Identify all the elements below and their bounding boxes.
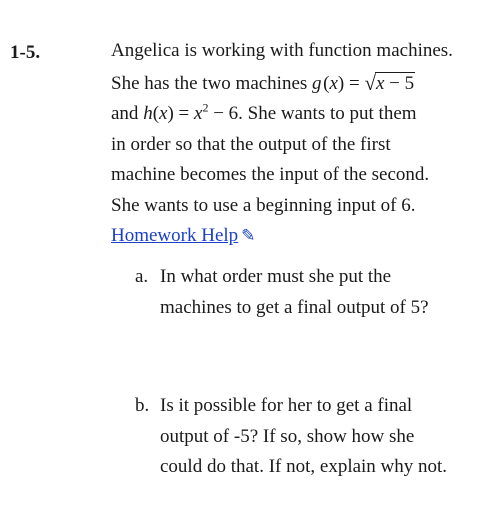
question-b bbox=[135, 391, 495, 486]
problem-line-3-rest: . She wants to put them bbox=[238, 103, 417, 124]
problem-line-3 bbox=[111, 99, 495, 130]
problem-line-5: machine becomes the input of the second. bbox=[111, 164, 430, 185]
question-a-text bbox=[160, 262, 490, 323]
h-name: h bbox=[143, 103, 153, 124]
problem-line-1: Angelica is working with function machines. bbox=[111, 40, 453, 61]
g-function-expression: g (x) = √x − 5 bbox=[312, 73, 415, 94]
question-b-line-1: Is it possible for her to get a final bbox=[160, 395, 413, 416]
question-b-text bbox=[160, 391, 490, 483]
start-input-value: 6 bbox=[401, 194, 411, 216]
radicand-var: x bbox=[375, 72, 385, 94]
homework-help-link[interactable]: Homework Help bbox=[111, 225, 239, 246]
homework-help-row bbox=[111, 221, 495, 252]
h-base: x bbox=[194, 103, 203, 124]
problem-statement bbox=[111, 36, 495, 252]
problem-number: 1-5. bbox=[10, 42, 41, 63]
h-function-expression: $h(x) = x^2 - 6$ bbox=[143, 100, 239, 124]
radicand-op: − bbox=[389, 72, 400, 94]
question-b-line-3: could do that. If not, explain why not. bbox=[160, 456, 448, 477]
h-const: 6 bbox=[228, 103, 239, 124]
h-exponent: 2 bbox=[202, 100, 209, 115]
problem-line-6 bbox=[111, 191, 495, 222]
problem-line-2 bbox=[111, 67, 495, 100]
problem-line-4: in order so that the output of the first bbox=[111, 133, 391, 155]
question-b-line-2: output of -5? If so, show how she bbox=[160, 425, 415, 447]
radical-sign-icon: √ bbox=[364, 70, 376, 95]
problem-line-3-text: and bbox=[111, 103, 139, 124]
h-var: x bbox=[159, 103, 168, 124]
question-a-line-2: machines to get a final output of 5? bbox=[160, 296, 429, 318]
h-op: − bbox=[213, 103, 224, 124]
problem-line-2-text: She has the two machines bbox=[111, 72, 308, 94]
square-root bbox=[364, 67, 415, 100]
question-a-line-1: In what order must she put the bbox=[160, 266, 392, 287]
question-b-letter: b. bbox=[135, 395, 150, 416]
problem-line-6-text: She wants to use a beginning input of bbox=[111, 194, 397, 216]
g-name: g bbox=[312, 72, 322, 94]
g-var: x bbox=[329, 72, 338, 94]
question-a bbox=[135, 262, 495, 326]
radicand-const: 5 bbox=[404, 72, 415, 94]
sentence-period: . bbox=[410, 194, 416, 216]
question-a-letter: a. bbox=[135, 266, 149, 287]
pencil-icon[interactable]: ✎ bbox=[241, 226, 256, 245]
